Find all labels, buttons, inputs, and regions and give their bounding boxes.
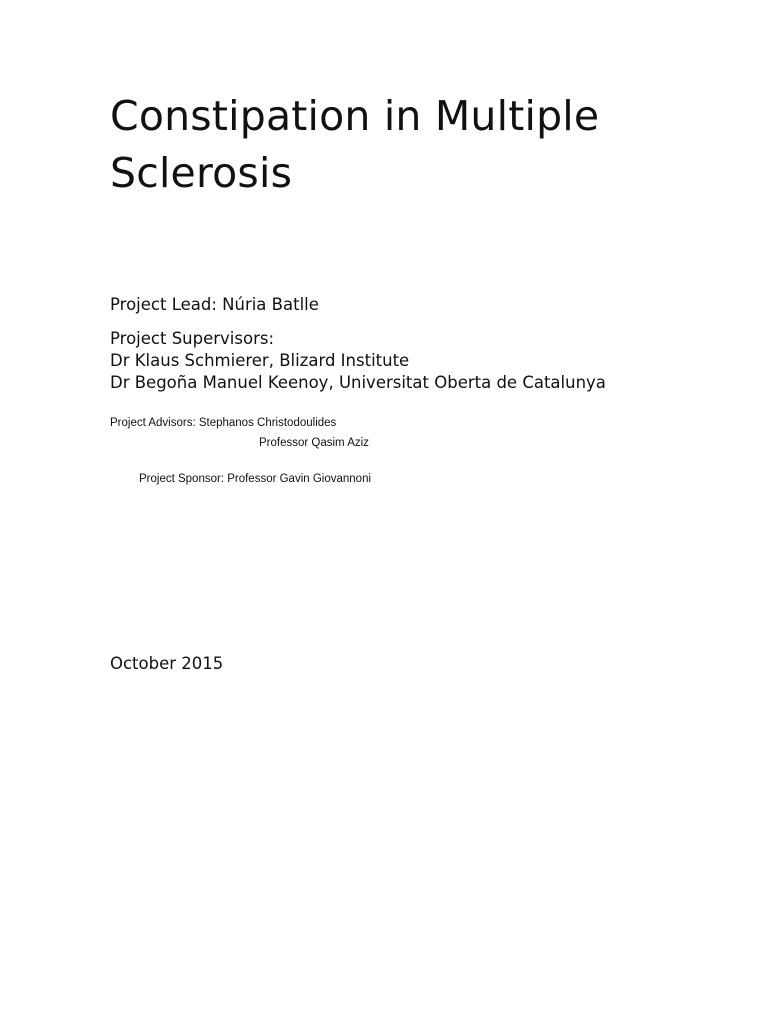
supervisor-name: Dr Begoña Manuel Keenoy, Universitat Oberta de Catalunya: [110, 373, 606, 392]
supervisors-heading: Project Supervisors:: [110, 329, 275, 348]
project-advisors-line-2: Professor Qasim Aziz: [259, 437, 369, 449]
supervisor-name: Dr Klaus Schmierer, Blizard Institute: [110, 351, 410, 370]
title-line-2: Sclerosis: [110, 149, 293, 197]
project-sponsor: Project Sponsor: Professor Gavin Giovannoni: [139, 473, 372, 485]
project-lead: Project Lead: Núria Batlle: [110, 295, 319, 314]
document-date: October 2015: [110, 654, 224, 673]
project-supervisors: [110, 328, 606, 394]
title-line-1: Constipation in Multiple: [110, 92, 600, 140]
document-title: [110, 88, 710, 202]
project-advisors-line-1: Project Advisors: Stephanos Christodoulides: [110, 417, 337, 429]
